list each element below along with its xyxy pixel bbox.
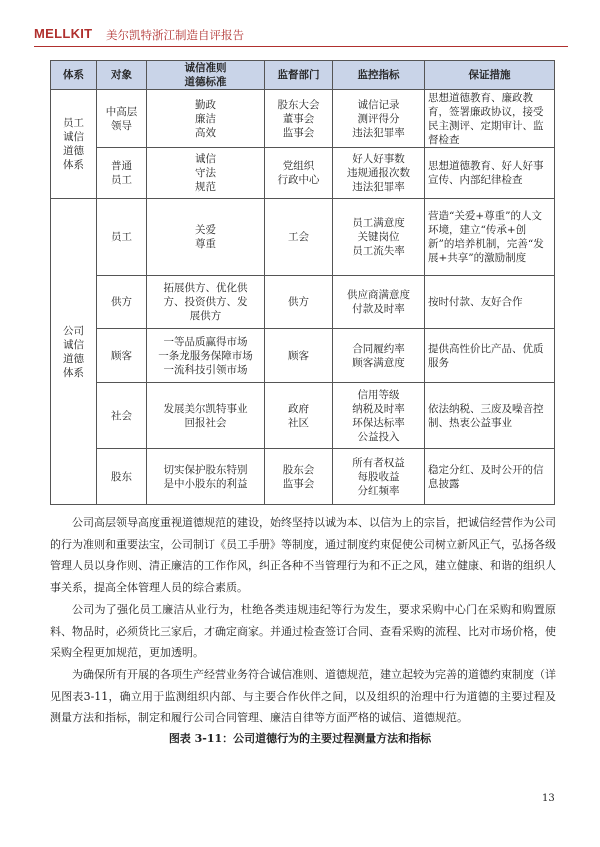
- cell-line: 规范: [195, 181, 216, 193]
- cell-line: 道德: [63, 145, 84, 157]
- object-cell: [97, 383, 147, 449]
- cell-line: 监控指标: [357, 69, 400, 81]
- dept-cell: [265, 90, 333, 148]
- cell-line: 顾客满意度: [352, 356, 405, 369]
- cell-line: 发展美尔凯特事业: [163, 402, 248, 415]
- cell-line: 尊重: [195, 238, 216, 250]
- cell-line: 董事会: [282, 112, 315, 125]
- cell-line: 工会: [288, 231, 309, 243]
- cell-line: 普通: [111, 160, 132, 172]
- cell-line: 守法: [195, 167, 216, 179]
- dept-cell: [265, 199, 333, 276]
- cell-line: 顾客: [288, 349, 309, 362]
- col-header-system: [51, 61, 97, 90]
- measures-cell: 稳定分红、及时公开的信息披露: [425, 449, 555, 505]
- cell-line: 员工: [111, 231, 132, 243]
- page-number: 13: [542, 793, 555, 804]
- indicator-cell: [333, 199, 425, 276]
- cell-line: 关爱: [195, 224, 216, 236]
- standard-cell: [147, 276, 265, 329]
- table-row: [51, 148, 555, 199]
- object-cell: [97, 449, 147, 505]
- figure-caption: 图表 3-11：公司道德行为的主要过程测量方法和指标: [168, 732, 432, 745]
- cell-line: 诚信: [195, 153, 216, 165]
- object-cell: [97, 148, 147, 199]
- paragraph: 为确保所有开展的各项生产经营业务符合诚信准则、道德规范，建立起较为完善的道德约束制度（详见图表3-11，确立用于监测组织内部、与主要合作伙伴之间，以及组织的治理中行为道德的主要过程及测量方法和指标，制定和履行公司合同管理、廉洁自律等方面严格的诚信、道德规范。: [50, 667, 556, 725]
- cell-line: 切实保护股东特别: [163, 463, 248, 476]
- system-cell: [51, 90, 97, 199]
- cell-line: 顾客: [111, 349, 132, 362]
- dept-cell: [265, 276, 333, 329]
- cell-line: 监事会: [282, 126, 315, 139]
- col-header-object: [97, 61, 147, 90]
- indicator-cell: [333, 276, 425, 329]
- cell-line: 一流科技引领市场: [163, 363, 248, 376]
- cell-line: 股东: [111, 470, 132, 483]
- cell-line: 监事会: [282, 477, 315, 490]
- cell-line: 体系: [63, 69, 84, 81]
- col-header-measures: [425, 61, 555, 90]
- standard-cell: [147, 148, 265, 199]
- cell-line: 诚信准则: [184, 62, 227, 74]
- cell-line: 付款及时率: [352, 303, 405, 315]
- ethics-table: [50, 60, 555, 505]
- cell-line: 诚信: [63, 338, 84, 351]
- table-row: [51, 449, 555, 505]
- cell-line: 一条龙服务保障市场: [158, 349, 253, 362]
- table-row: [51, 276, 555, 329]
- cell-line: 合同履约率: [352, 342, 405, 355]
- dept-cell: [265, 329, 333, 383]
- cell-line: 对象: [111, 69, 132, 81]
- cell-line: 一等品质赢得市场: [163, 335, 248, 348]
- cell-line: 纳税及时率: [352, 402, 405, 415]
- measures-cell: 按时付款、友好合作: [425, 276, 555, 329]
- paragraph: 公司高层领导高度重视道德规范的建设，始终坚持以诚为本、以信为上的宗旨，把诚信经营作为公司的行为准则和重要法宝，公司制订《员工手册》等制度，通过制度约束促使公司树立新风正气，弘扬各级管理人员以身作则、清正廉洁的工作作风，纠正各种不当管理行为和不正之风，建立健康、和谐的组织人事关系，提高全体管理人员的综合素质。: [50, 516, 556, 595]
- cell-line: 体系: [63, 159, 84, 171]
- cell-line: 保证措施: [468, 69, 511, 81]
- cell-line: 每股收益: [357, 470, 400, 483]
- cell-line: 分红频率: [357, 484, 400, 497]
- measures-cell: 营造“关爱+尊重”的人文环境，建立“传承+创新”的培养机制，完善“发展+共享”的激励制度: [425, 199, 555, 276]
- object-cell: [97, 199, 147, 276]
- cell-line: 社区: [288, 416, 309, 429]
- cell-line: 公司: [63, 324, 84, 337]
- brand-logo: MELLKIT: [34, 26, 93, 41]
- cell-line: 供方: [288, 296, 309, 308]
- cell-line: 供应商满意度: [347, 289, 410, 301]
- standard-cell: [147, 449, 265, 505]
- object-cell: [97, 90, 147, 148]
- cell-line: 勤政: [195, 98, 216, 111]
- cell-line: 供方: [111, 296, 132, 308]
- standard-cell: [147, 90, 265, 148]
- cell-line: 诚信记录: [357, 98, 400, 111]
- cell-line: 展供方: [189, 310, 222, 322]
- cell-line: 关键岗位: [357, 231, 400, 243]
- cell-line: 股东大会: [277, 98, 320, 111]
- cell-line: 党组织: [282, 160, 315, 172]
- cell-line: 诚信: [63, 131, 84, 143]
- table-row: [51, 199, 555, 276]
- cell-line: 政府: [288, 402, 309, 415]
- cell-line: 股东会: [282, 463, 315, 476]
- measures-cell: 思想道德教育、廉政教育，签署廉政协议，接受民主测评、定期审计、监督检查: [425, 90, 555, 148]
- cell-line: 领导: [111, 119, 132, 132]
- cell-line: 是中小股东的利益: [163, 477, 248, 490]
- col-header-dept: [265, 61, 333, 90]
- cell-line: 违规通报次数: [347, 167, 410, 179]
- cell-line: 道德标准: [184, 76, 227, 88]
- table-row: [51, 383, 555, 449]
- cell-line: 中高层: [105, 105, 138, 118]
- cell-line: 道德: [63, 352, 84, 365]
- object-cell: [97, 276, 147, 329]
- header-title: 美尔凯特浙江制造自评报告: [106, 28, 244, 42]
- cell-line: 违法犯罪率: [352, 181, 405, 193]
- object-cell: [97, 329, 147, 383]
- indicator-cell: [333, 383, 425, 449]
- dept-cell: [265, 449, 333, 505]
- cell-line: 方、投资供方、发: [163, 296, 248, 308]
- cell-line: 员工流失率: [352, 245, 405, 257]
- cell-line: 违法犯罪率: [352, 126, 405, 139]
- paragraph: 公司为了强化员工廉洁从业行为，杜绝各类违规违纪等行为发生，要求采购中心门在采购和购置原料、物品时，必须货比三家后，才确定商家。并通过检查签订合同、查看采购的流程、比对市场价格，使采购全程更加规范，更加透明。: [50, 602, 556, 660]
- standard-cell: [147, 383, 265, 449]
- cell-line: 行政中心: [277, 174, 320, 186]
- col-header-indicator: [333, 61, 425, 90]
- measures-cell: 提供高性价比产品、优质服务: [425, 329, 555, 383]
- cell-line: 员工满意度: [352, 217, 405, 229]
- body-text: [50, 512, 556, 729]
- standard-cell: [147, 199, 265, 276]
- cell-line: 员工: [63, 117, 84, 129]
- cell-line: 社会: [111, 409, 132, 422]
- header-divider: [34, 46, 568, 47]
- cell-line: 公益投入: [357, 430, 400, 443]
- cell-line: 监督部门: [277, 69, 320, 81]
- cell-line: 廉洁: [195, 112, 216, 125]
- cell-line: 所有者权益: [352, 456, 405, 469]
- measures-cell: 思想道德教育、好人好事宣传、内部纪律检查: [425, 148, 555, 199]
- cell-line: 环保达标率: [352, 416, 405, 429]
- col-header-standard: [147, 61, 265, 90]
- cell-line: 信用等级: [357, 388, 400, 401]
- cell-line: 回报社会: [184, 416, 227, 429]
- indicator-cell: [333, 90, 425, 148]
- table-row: [51, 329, 555, 383]
- table-row: [51, 90, 555, 148]
- dept-cell: [265, 383, 333, 449]
- cell-line: 好人好事数: [352, 153, 405, 165]
- cell-line: 高效: [195, 126, 216, 139]
- cell-line: 测评得分: [357, 112, 400, 125]
- system-cell: [51, 199, 97, 505]
- indicator-cell: [333, 449, 425, 505]
- indicator-cell: [333, 329, 425, 383]
- cell-line: 员工: [111, 174, 132, 186]
- dept-cell: [265, 148, 333, 199]
- indicator-cell: [333, 148, 425, 199]
- standard-cell: [147, 329, 265, 383]
- table-header-row: [51, 61, 555, 90]
- measures-cell: 依法纳税、三废及噪音控制、热衷公益事业: [425, 383, 555, 449]
- cell-line: 拓展供方、优化供: [163, 282, 248, 294]
- page-header: [34, 24, 568, 46]
- cell-line: 体系: [63, 366, 84, 379]
